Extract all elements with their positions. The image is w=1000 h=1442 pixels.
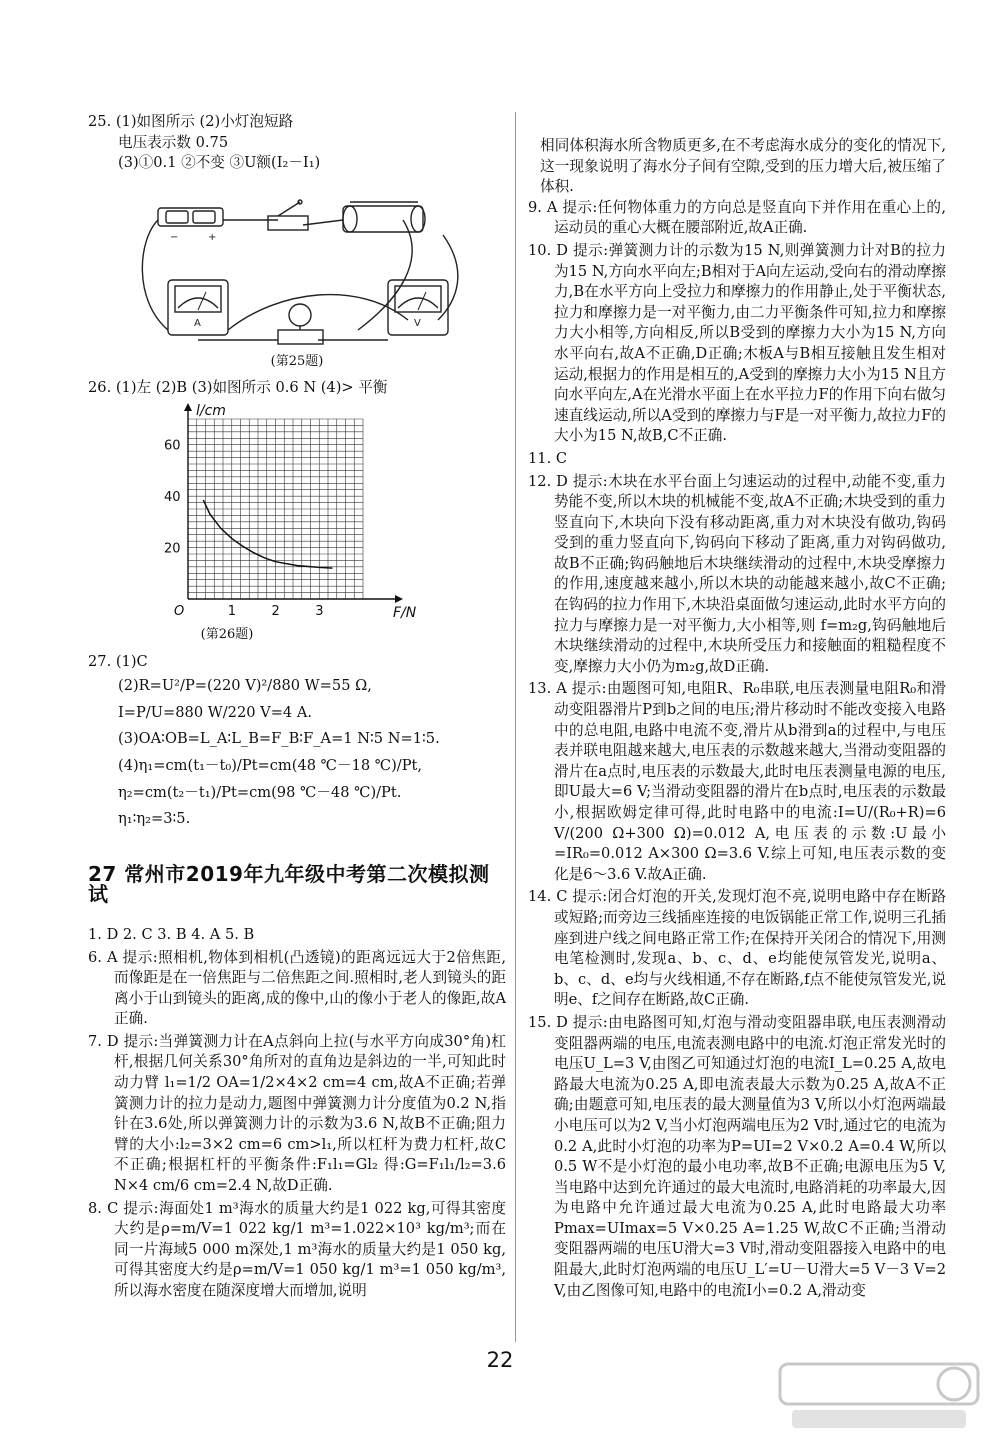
- q27-line6: η₂=cm(t₂－t₁)/Pt=cm(98 ℃－48 ℃)/Pt.: [118, 783, 402, 801]
- q25-line1: 25. (1)如图所示 (2)小灯泡短路: [88, 113, 294, 130]
- svg-text:V: V: [414, 317, 421, 329]
- svg-text:+: +: [208, 231, 217, 243]
- x-tick-label: 1: [227, 603, 237, 619]
- x-axis-arrow: [395, 595, 403, 603]
- y-axis-arrow: [184, 403, 192, 411]
- x-tick-label: 3: [315, 603, 324, 619]
- q25-line3: (3)①0.1 ②不变 ③U额(I₂－I₁): [118, 154, 321, 172]
- x-axis-label: F/N: [393, 604, 417, 621]
- figure-26-caption: (第26题): [200, 626, 254, 642]
- question-8: 8. C 提示:海面处1 m³海水的质量大约是1 022 kg,可得其密度大约是ρ=m/V=1 022 kg/1 m³=1.022×10³ kg/m³;而在同一片海域5 000 m深处,1 m³海水的质量大约是1 050 kg,可得其密度大约是ρ=m/V=1 050 kg/1 m³=1 050 kg/m³,所以海水密度在随深度增大而增加,说明: [88, 1199, 506, 1299]
- question-12: 12. D 提示:木块在水平台面上匀速运动的过程中,动能不变,重力势能不变,所以木块的机械能不变,故A不正确;木块受到的重力竖直向下,木块向下没有移动距离,重力对木块没有做功,钩码受到的重力竖直向下,钩码向下移动了距离,重力对钩码做功,故B不正确;钩码触地后木块继续滑动的过程中,木块受摩擦力的作用,速度越来越小,所以木块的动能越来越小,故C不正确;在钩码的拉力作用下,木块沿桌面做匀速运动,此时水平方向的拉力与摩擦力是一对平衡力,大小相等,则 f=m₂g,钩码触地后木块继续滑动的过程中,木块所受压力和接触面的粗糙程度不变,摩擦力大小仍为m₂g,故D正确.: [528, 472, 946, 675]
- y-tick-label: 40: [164, 490, 181, 506]
- column-divider: [515, 112, 516, 1342]
- watermark-logo: [774, 1356, 984, 1436]
- question-14: 14. C 提示:闭合灯泡的开关,发现灯泡不亮,说明电路中存在断路或短路;而旁边三线插座连接的电饭锅能正常工作,说明三孔插座到进户线之间电路正常工作;在保持开关闭合的情况下,用测电笔检测时,发现a、b、c、d、e均能使氖管发光,说明a、b、c、d、e均与火线相通,不存在断路,f点不能使氖管发光,说明e、f之间存在断路,故C正确.: [528, 888, 946, 1009]
- question-25: [88, 112, 506, 174]
- origin-label: O: [174, 603, 185, 619]
- q25-line2: 电压表示数 0.75: [118, 133, 229, 151]
- q27-line1: 27. (1)C: [88, 652, 148, 670]
- right-column: [528, 136, 946, 1303]
- question-7: 7. D 提示:当弹簧测力计在A点斜向上拉(与水平方向成30°角)杠杆,根据几何关系30°角所对的直角边是斜边的一半,可知此时动力臂 l₁=1/2 OA=1/2×4×2 cm=4 cm,故A不正确;若弹簧测力计的拉力是动力,题图中弹簧测力计分度值为0.2 N,指针在3.6处,所以弹簧测力计的示数为3.6 N,故B不正确;阻力臂的大小:l₂=3×2 cm=6 cm>l₁,所以杠杆为费力杠杆,故C不正确;根据杠杆的平衡条件:F₁l₁=Gl₂ 得:G=F₁l₁/l₂=3.6 N×4 cm/6 cm=2.4 N,故D正确.: [88, 1032, 506, 1195]
- left-column: [88, 112, 506, 1304]
- x-tick-label: 2: [271, 603, 280, 619]
- figure-26-chart: [158, 401, 418, 623]
- question-13: 13. A 提示:由题图可知,电阻R、R₀串联,电压表测量电阻R₀和滑动变阻器滑片P到b之间的电压;滑片移动时不能改变接入电路中的总电阻,电路中电流不变,滑片从b滑到a的过程中,与电压表并联电阻越来越大,电压表的示数越来越大,当滑动变阻器的滑片在a点时,电压表的示数最大,此时电压表测量电源的电压,即U最大=6 V;当滑动变阻器的滑片在b点时,电压表的示数最小,根据欧姆定律可得,此时电路中的电流:I=U/(R₀+R)=6 V/(200 Ω+300 Ω)=0.012 A,电压表的示数:U最小=IR₀=0.012 A×300 Ω=3.6 V.综上可知,电压表示数的变化是6～3.6 V.故A正确.: [528, 680, 946, 883]
- q27-line4: (3)OA∶OB=L_A∶L_B=F_B∶F_A=1 N∶5 N=1∶5.: [118, 730, 440, 748]
- svg-text:A: A: [194, 317, 201, 329]
- answers-1-5: 1. D 2. C 3. B 4. A 5. B: [88, 925, 255, 943]
- section-title: 27 常州市2019年九年级中考第二次模拟测试: [88, 861, 490, 907]
- question-11: 11. C: [528, 449, 568, 467]
- q27-line7: η₁∶η₂=3∶5.: [118, 810, 191, 828]
- question-15: 15. D 提示:由电路图可知,灯泡与滑动变阻器串联,电压表测滑动变阻器两端的电压,电流表测电路中的电流.灯泡正常发光时的电压U_L=3 V,由图乙可知通过灯泡的电流I_L=0.25 A,故电路最大电流为0.25 A,即电流表最大示数为0.25 A,故A不正确;由题意可知,电压表的最大测量值为3 V,所以小灯泡两端最小电压可以为2 V,当小灯泡两端电压为2 V时,通过它的电流为0.2 A,此时小灯泡的功率为P=UI=2 V×0.2 A=0.4 W,所以0.5 W不是小灯泡的最小电功率,故B不正确;电源电压为5 V,当电路中达到允许通过的最大电流时,电路消耗的功率最大,因为电路中允许通过最大电流为0.25 A,此时电路最大功率Pmax=UImax=5 V×0.25 A=1.25 W,故C不正确;当滑动变阻器两端的电压U滑大=3 V时,滑动变阻器接入电路中的电阻最大,此时灯泡两端的电压U_L′=U－U滑大=5 V－3 V=2 V,由乙图像可知,电路中的电流I小=0.2 A,滑动变: [528, 1013, 946, 1299]
- question-6: 6. A 提示:照相机,物体到相机(凸透镜)的距离远远大于2倍焦距,而像距是在一倍焦距与二倍焦距之间.照相时,老人到镜头的距离小于山到镜头的距离,成的像中,山的像小于老人的像距,故A正确.: [88, 948, 506, 1028]
- y-axis-label: l/cm: [196, 402, 226, 419]
- page-number: 22: [486, 1348, 514, 1372]
- q27-line5: (4)η₁=cm(t₁－t₀)/Pt=cm(48 ℃－18 ℃)/Pt,: [118, 756, 423, 774]
- svg-text:−: −: [170, 231, 179, 243]
- y-tick-label: 20: [164, 541, 181, 557]
- data-series-curve: [203, 500, 332, 568]
- figure-25-circuit: [128, 180, 488, 350]
- figure-25-caption: (第25题): [270, 353, 324, 369]
- question-26: 26. (1)左 (2)B (3)如图所示 0.6 N (4)> 平衡: [88, 379, 388, 397]
- y-tick-label: 60: [164, 438, 181, 454]
- question-9: 9. A 提示:任何物体重力的方向总是竖直向下并作用在重心上的,运动员的重心大概在腰部附近,故A正确.: [528, 198, 946, 237]
- question-27: [88, 652, 506, 830]
- question-10: 10. D 提示:弹簧测力计的示数为15 N,则弹簧测力计对B的拉力为15 N,方向水平向左;B相对于A向左运动,受向右的滑动摩擦力,B在水平方向上受拉力和摩擦力的作用静止,处于平衡状态,拉力和摩擦力是一对平衡力,由二力平衡条件可知,拉力和摩擦力大小相等,方向相反,所以B受到的摩擦力大小为15 N,方向水平向右,故A不正确,D正确;木板A与B相互接触且发生相对运动,根据力的作用是相互的,A受到的摩擦力大小为15 N且方向水平向左,A在光滑水平面上在水平拉力F的作用下向右做匀速直线运动,所以A受到的摩擦力与F是一对平衡力,故拉力F的大小为15 N,故B,C不正确.: [528, 241, 946, 445]
- question-8-continued: 相同体积海水所含物质更多,在不考虑海水成分的变化的情况下,这一现象说明了海水分子间有空隙,受到的压力增大后,被压缩了体积.: [540, 137, 946, 196]
- q27-line3: I=P/U=880 W/220 V=4 A.: [118, 703, 313, 721]
- q27-line2: (2)R=U²/P=(220 V)²/880 W=55 Ω,: [118, 677, 372, 695]
